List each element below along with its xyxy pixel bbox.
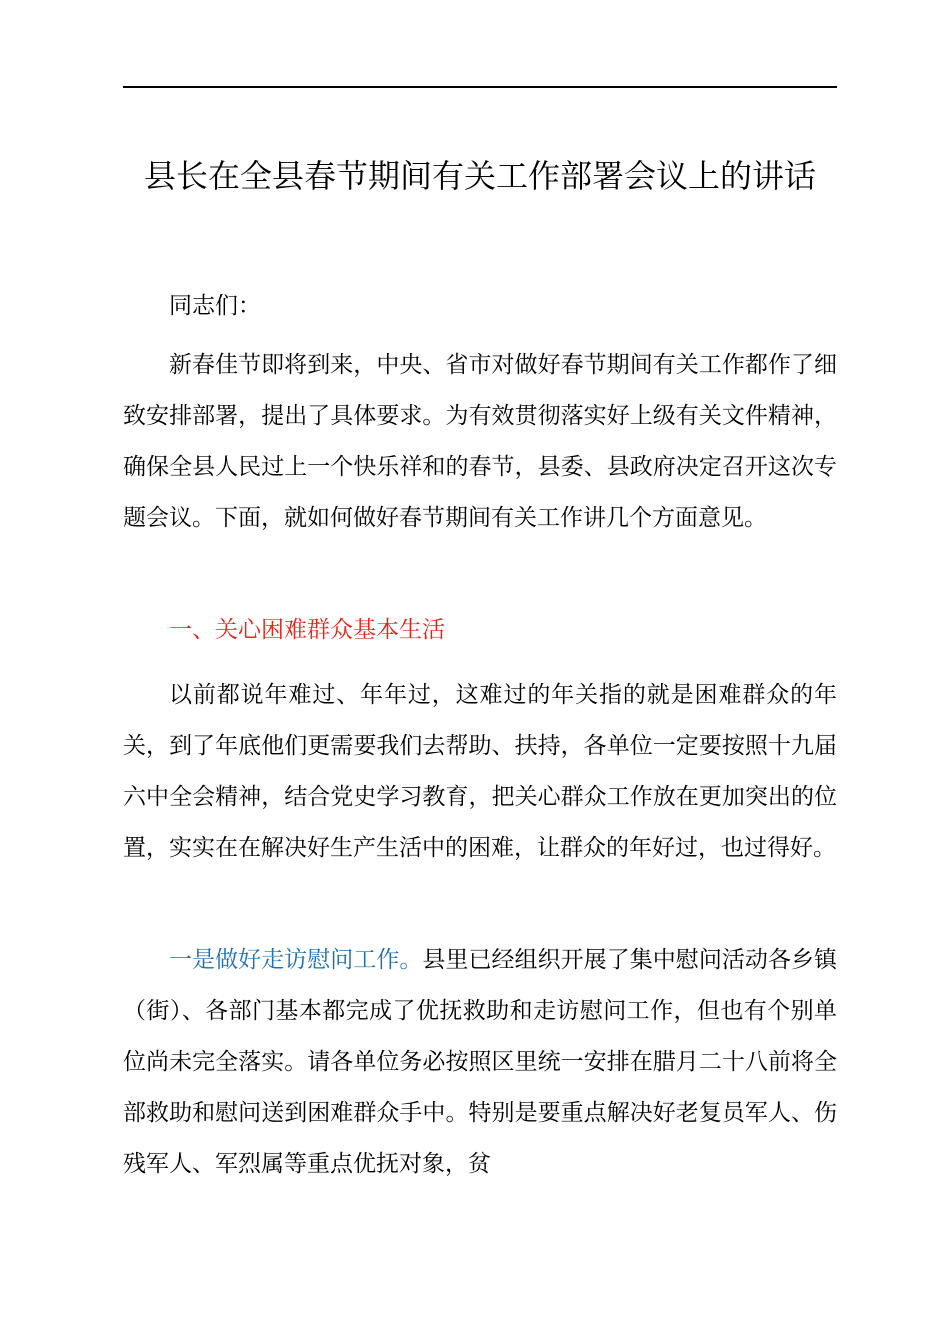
document-title: 县长在全县春节期间有关工作部署会议上的讲话 bbox=[143, 157, 816, 195]
intro-paragraph: 新春佳节即将到来，中央、省市对做好春节期间有关工作都作了细致安排部署，提出了具体要求。为有效贯彻落实好上级有关文件精神，确保全县人民过上一个快乐祥和的春节，县委、县政府决定召开这次专题会议。下面，就如何做好春节期间有关工作讲几个方面意见。 bbox=[123, 352, 837, 531]
point-1-paragraph bbox=[123, 935, 837, 1190]
section-1-paragraph: 以前都说年难过、年年过，这难过的年关指的就是困难群众的年关，到了年底他们更需要我们去帮助、扶持，各单位一定要按照十九届六中全会精神，结合党史学习教育，把关心群众工作放在更加突出的位置，实实在在解决好生产生活中的困难，让群众的年好过，也过得好。 bbox=[123, 682, 837, 861]
section-heading-1: 一、关心困难群众基本生活 bbox=[169, 617, 445, 643]
header-rule bbox=[123, 86, 837, 88]
salutation: 同志们： bbox=[169, 293, 261, 319]
point-1-text: 县里已经组织开展了集中慰问活动各乡镇（街）、各部门基本都完成了优抚救助和走访慰问工作，但也有个别单位尚未完全落实。请各单位务必按照区里统一安排在腊月二十八前将全部救助和慰问送到困难群众手中。特别是要重点解决好老复员军人、伤残军人、军烈属等重点优抚对象，贫 bbox=[123, 947, 838, 1177]
point-1-lead: 一是做好走访慰问工作。 bbox=[169, 947, 423, 973]
